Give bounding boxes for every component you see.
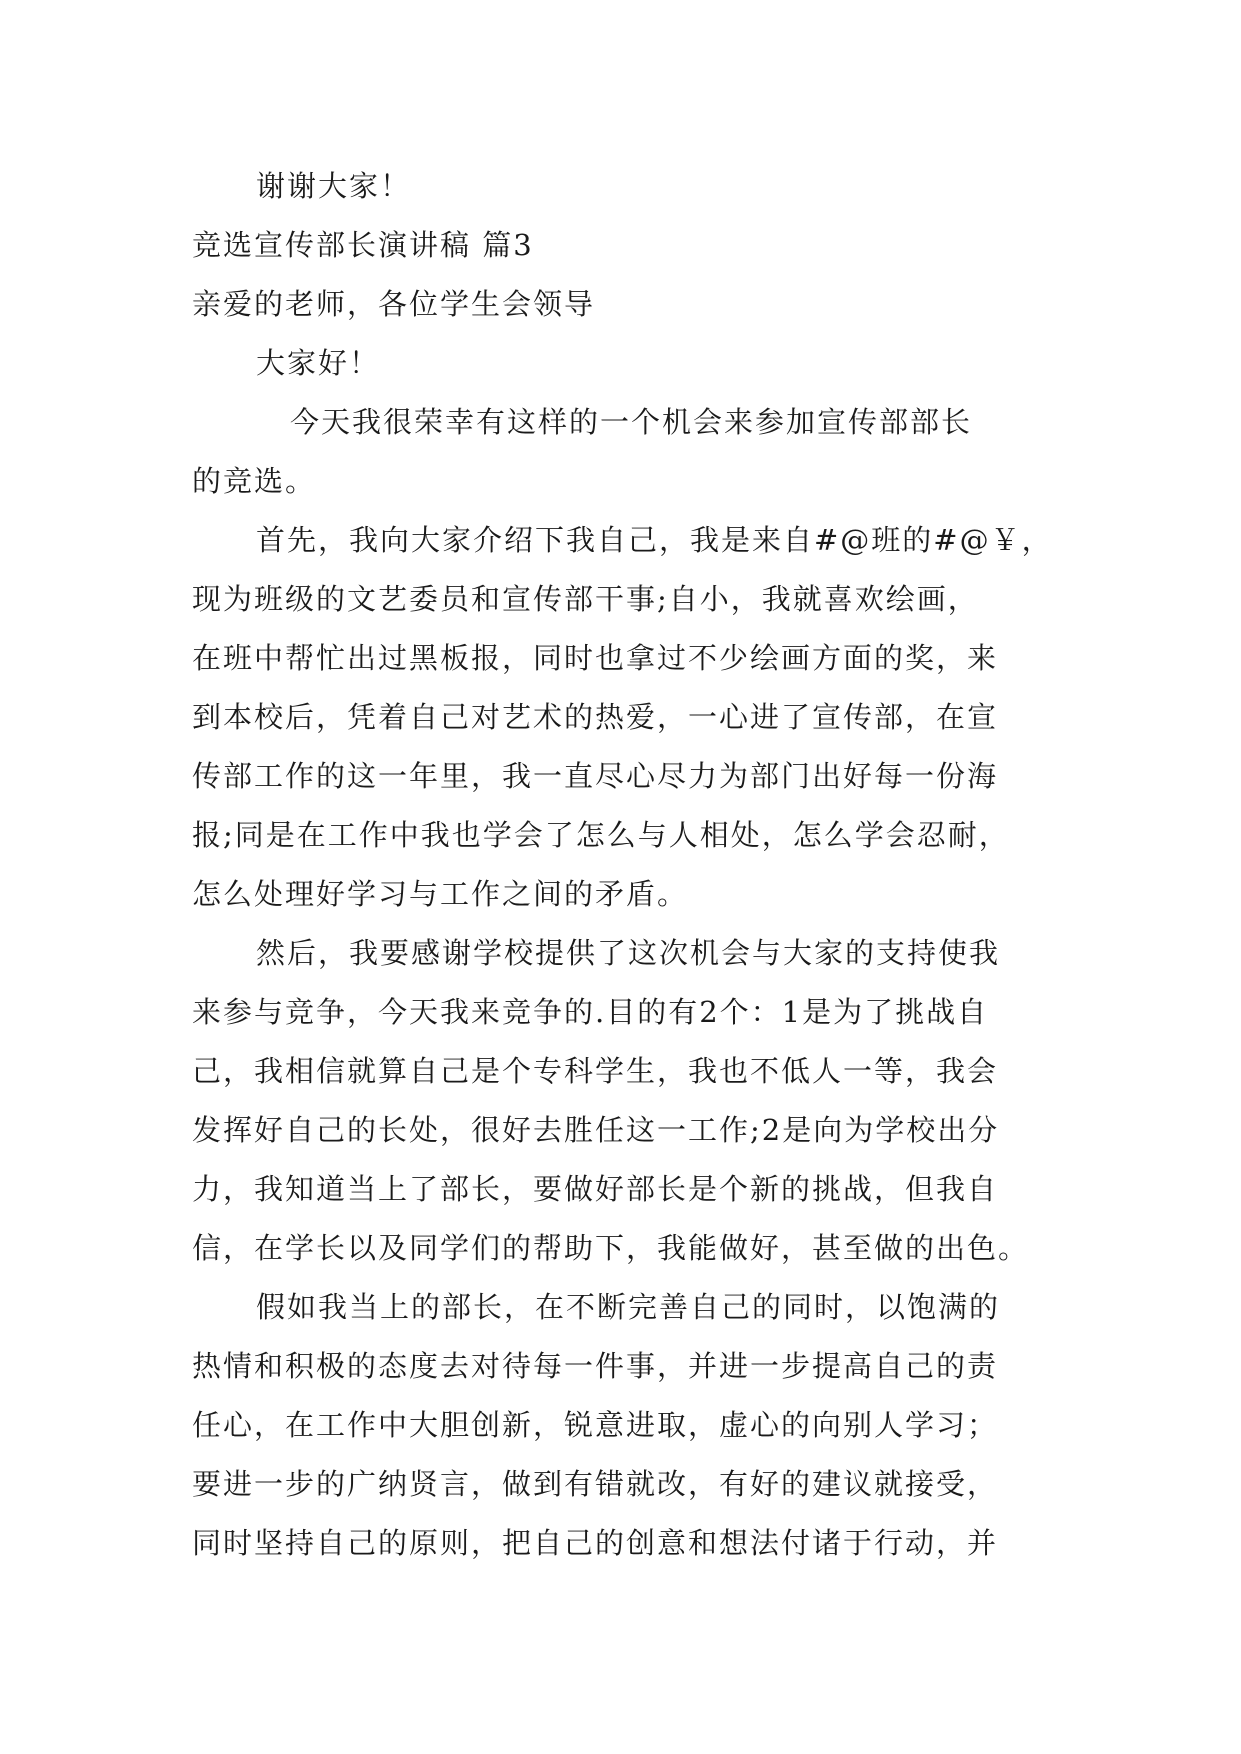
paragraph-line: 现为班级的文艺委员和宣传部干事;自小，我就喜欢绘画， (192, 582, 979, 616)
paragraph-line: 来参与竞争，今天我来竞争的.目的有2个：1是为了挑战自 (192, 995, 989, 1029)
paragraph-line: 怎么处理好学习与工作之间的矛盾。 (192, 877, 689, 911)
section-title: 竞选宣传部长演讲稿 篇3 (192, 228, 534, 262)
paragraph-line: 任心，在工作中大胆创新，锐意进取，虚心的向别人学习； (192, 1408, 999, 1442)
paragraph-line: 发挥好自己的长处，很好去胜任这一工作;2是向为学校出分 (192, 1113, 1000, 1147)
paragraph-line: 到本校后，凭着自己对艺术的热爱，一心进了宣传部，在宣 (192, 700, 999, 734)
paragraph-line: 传部工作的这一年里，我一直尽心尽力为部门出好每一份海 (192, 759, 999, 793)
closing-thanks: 谢谢大家！ (256, 169, 412, 203)
paragraph-line: 今天我很荣幸有这样的一个机会来参加宣传部部长 (290, 405, 973, 439)
paragraph-line: 的竞选。 (192, 464, 317, 498)
paragraph-line: 报;同是在工作中我也学会了怎么与人相处，怎么学会忍耐， (192, 818, 1010, 852)
paragraph-line: 要进一步的广纳贤言，做到有错就改，有好的建议就接受， (192, 1467, 999, 1501)
salutation: 亲爱的老师，各位学生会领导 (192, 287, 596, 321)
paragraph-line: 力，我知道当上了部长，要做好部长是个新的挑战，但我自 (192, 1172, 999, 1206)
paragraph-line: 首先，我向大家介绍下我自己，我是来自#@班的#@￥， (256, 523, 1053, 557)
paragraph-line: 己，我相信就算自己是个专科学生，我也不低人一等，我会 (192, 1054, 999, 1088)
paragraph-line: 假如我当上的部长，在不断完善自己的同时，以饱满的 (256, 1290, 1001, 1324)
greeting: 大家好！ (256, 346, 381, 380)
paragraph-line: 然后，我要感谢学校提供了这次机会与大家的支持使我 (256, 936, 1001, 970)
paragraph-line: 热情和积极的态度去对待每一件事，并进一步提高自己的责 (192, 1349, 999, 1383)
paragraph-line: 信，在学长以及同学们的帮助下，我能做好，甚至做的出色。 (192, 1231, 1030, 1265)
paragraph-line: 同时坚持自己的原则，把自己的创意和想法付诸于行动，并 (192, 1526, 999, 1560)
paragraph-line: 在班中帮忙出过黑板报，同时也拿过不少绘画方面的奖，来 (192, 641, 999, 675)
